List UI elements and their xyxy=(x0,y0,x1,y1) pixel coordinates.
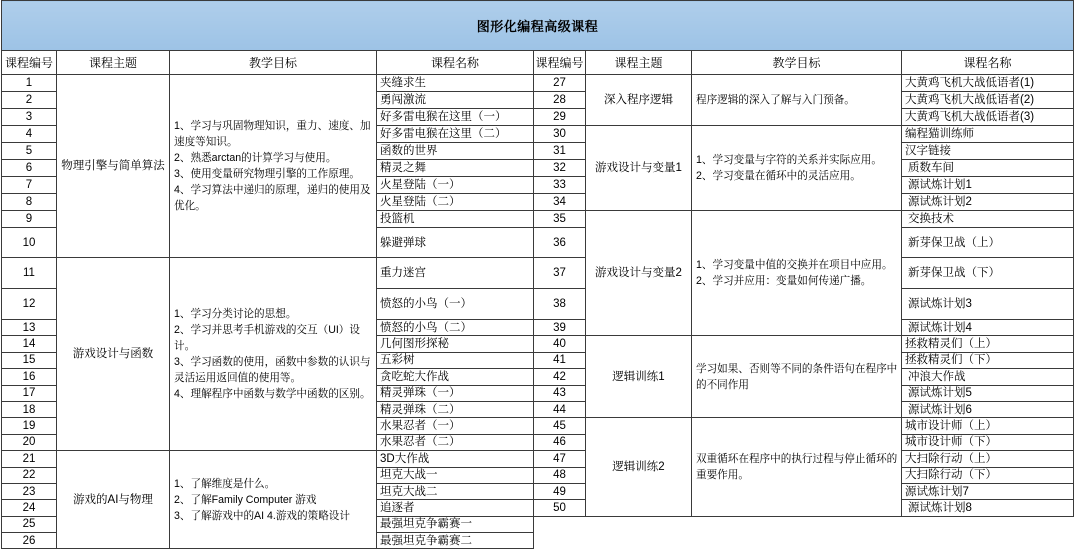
course-number-cell: 6 xyxy=(2,160,57,177)
course-name-cell: 最强坦克争霸赛二 xyxy=(377,533,534,549)
course-topic-cell: 逻辑训练2 xyxy=(586,418,692,516)
course-topic-cell: 物理引擎与简单算法 xyxy=(57,75,170,258)
header-left-course-topic: 课程主题 xyxy=(57,51,170,75)
course-number-cell: 17 xyxy=(2,385,57,401)
course-number-cell: 37 xyxy=(534,258,586,289)
header-left-course-name: 课程名称 xyxy=(377,51,534,75)
course-name-cell: 新芽保卫战（上） xyxy=(902,228,1074,258)
course-name-cell: 水果忍者（二） xyxy=(377,434,534,450)
course-number-cell: 21 xyxy=(2,451,57,467)
teaching-goal-item: 双重循环在程序中的执行过程与停止循环的重要作用。 xyxy=(696,453,898,482)
course-number-cell: 22 xyxy=(2,467,57,483)
course-name-cell: 几何图形探秘 xyxy=(377,336,534,352)
course-name-cell: 大黄鸡飞机大战低语者(1) xyxy=(902,75,1074,92)
teaching-goal-cell xyxy=(170,451,377,549)
course-number-cell: 30 xyxy=(534,126,586,143)
teaching-goal-item: 4、理解程序中函数与数学中函数的区别。 xyxy=(174,388,371,401)
course-name-cell: 函数的世界 xyxy=(377,143,534,160)
teaching-goal-item: 1、学习分类讨论的思想。 xyxy=(174,308,297,321)
teaching-goal-item: 2、学习变量在循环中的灵活应用。 xyxy=(696,170,861,182)
course-number-cell: 50 xyxy=(534,500,586,516)
header-right-course-topic: 课程主题 xyxy=(586,51,692,75)
course-name-cell: 源试炼计划2 xyxy=(902,194,1074,211)
teaching-goal-item: 2、学习并思考手机游戏的交互（UI）设计。 xyxy=(174,324,360,353)
course-name-cell: 愤怒的小鸟（二） xyxy=(377,320,534,336)
course-name-cell: 贪吃蛇大作战 xyxy=(377,369,534,385)
course-number-cell: 41 xyxy=(534,352,586,368)
header-right-teaching-goal: 教学目标 xyxy=(692,51,902,75)
teaching-goal-item: 3、了解游戏中的AI 4.游戏的策略设计 xyxy=(174,509,350,522)
course-name-cell: 最强坦克争霸赛一 xyxy=(377,516,534,532)
course-number-cell: 1 xyxy=(2,75,57,92)
course-topic-cell: 游戏的AI与物理 xyxy=(57,451,170,549)
course-name-cell: 精灵弹珠（一） xyxy=(377,385,534,401)
title-row xyxy=(2,1,1074,51)
page-title: 图形化编程高级课程 xyxy=(476,19,599,34)
course-number-cell: 34 xyxy=(534,194,586,211)
teaching-goal-item: 2、学习并应用：变量如何传递广播。 xyxy=(696,275,872,288)
course-name-cell: 投篮机 xyxy=(377,211,534,228)
course-number-cell: 15 xyxy=(2,352,57,368)
course-topic-cell: 逻辑训练1 xyxy=(586,336,692,418)
course-name-cell: 精灵之舞 xyxy=(377,160,534,177)
course-topic-cell: 深入程序逻辑 xyxy=(586,75,692,126)
course-number-cell: 8 xyxy=(2,194,57,211)
course-name-cell: 精灵弹珠（二） xyxy=(377,401,534,417)
course-number-cell: 2 xyxy=(2,92,57,109)
course-topic-cell: 游戏设计与函数 xyxy=(57,258,170,451)
course-number-cell: 27 xyxy=(534,75,586,92)
course-number-cell: 40 xyxy=(534,336,586,352)
course-name-cell: 大黄鸡飞机大战低语者(2) xyxy=(902,92,1074,109)
course-number-cell: 4 xyxy=(2,126,57,143)
course-name-cell: 追逐者 xyxy=(377,500,534,516)
teaching-goal-cell xyxy=(692,126,902,211)
course-number-cell: 36 xyxy=(534,228,586,258)
teaching-goal-cell xyxy=(692,336,902,418)
teaching-goal-item: 3、使用变量研究物理引擎的工作原理。 xyxy=(174,168,360,180)
teaching-goal-item: 3、学习函数的使用，函数中参数的认识与灵活运用返回值的使用等。 xyxy=(174,356,371,385)
course-name-cell: 大扫除行动（下） xyxy=(902,467,1074,483)
course-name-cell: 3D大作战 xyxy=(377,451,534,467)
teaching-goal-item: 1、学习变量中值的交换并在项目中应用。 xyxy=(696,259,893,272)
course-name-cell: 水果忍者（一） xyxy=(377,418,534,434)
title-bar xyxy=(2,1,1074,51)
course-number-cell: 24 xyxy=(2,500,57,516)
course-number-cell: 45 xyxy=(534,418,586,434)
course-number-cell: 42 xyxy=(534,369,586,385)
course-number-cell: 49 xyxy=(534,483,586,499)
course-number-cell: 18 xyxy=(2,401,57,417)
course-name-cell: 躲避弹球 xyxy=(377,228,534,258)
course-name-cell: 源试炼计划3 xyxy=(902,289,1074,320)
header-left-course-no: 课程编号 xyxy=(2,51,57,75)
teaching-goal-cell xyxy=(170,258,377,451)
empty-area xyxy=(534,516,1074,549)
course-name-cell: 愤怒的小鸟（一） xyxy=(377,289,534,320)
course-number-cell: 23 xyxy=(2,483,57,499)
header-right-course-no: 课程编号 xyxy=(534,51,586,75)
course-name-cell: 交换技术 xyxy=(902,211,1074,228)
course-number-cell: 47 xyxy=(534,451,586,467)
course-number-cell: 33 xyxy=(534,177,586,194)
header-row xyxy=(2,51,1074,75)
course-table xyxy=(1,0,1074,549)
header-right-course-name: 课程名称 xyxy=(902,51,1074,75)
teaching-goal-item: 4、学习算法中递归的原理，递归的使用及优化。 xyxy=(174,184,371,212)
course-name-cell: 火星登陆（一） xyxy=(377,177,534,194)
course-number-cell: 46 xyxy=(534,434,586,450)
course-name-cell: 好多雷电猴在这里（一） xyxy=(377,109,534,126)
course-number-cell: 35 xyxy=(534,211,586,228)
course-number-cell: 43 xyxy=(534,385,586,401)
course-name-cell: 大黄鸡飞机大战低语者(3) xyxy=(902,109,1074,126)
course-name-cell: 夹缝求生 xyxy=(377,75,534,92)
course-number-cell: 29 xyxy=(534,109,586,126)
course-number-cell: 38 xyxy=(534,289,586,320)
teaching-goal-item: 程序逻辑的深入了解与入门预备。 xyxy=(696,94,855,106)
course-name-cell: 汉字链接 xyxy=(902,143,1074,160)
course-name-cell: 五彩树 xyxy=(377,352,534,368)
course-name-cell: 火星登陆（二） xyxy=(377,194,534,211)
course-name-cell: 城市设计师（上） xyxy=(902,418,1074,434)
course-name-cell: 源试炼计划6 xyxy=(902,401,1074,417)
course-name-cell: 编程猫训练师 xyxy=(902,126,1074,143)
course-name-cell: 新芽保卫战（下） xyxy=(902,258,1074,289)
course-number-cell: 5 xyxy=(2,143,57,160)
course-number-cell: 14 xyxy=(2,336,57,352)
course-number-cell: 44 xyxy=(534,401,586,417)
teaching-goal-item: 2、熟悉arctan的计算学习与使用。 xyxy=(174,152,337,164)
course-name-cell: 好多雷电猴在这里（二） xyxy=(377,126,534,143)
course-number-cell: 12 xyxy=(2,289,57,320)
course-number-cell: 16 xyxy=(2,369,57,385)
course-number-cell: 10 xyxy=(2,228,57,258)
course-name-cell: 城市设计师（下） xyxy=(902,434,1074,450)
course-number-cell: 9 xyxy=(2,211,57,228)
course-name-cell: 源试炼计划1 xyxy=(902,177,1074,194)
course-name-cell: 冲浪大作战 xyxy=(902,369,1074,385)
course-name-cell: 拯救精灵们（下） xyxy=(902,352,1074,368)
teaching-goal-item: 学习如果、否则等不同的条件语句在程序中的不同作用 xyxy=(696,362,898,391)
course-name-cell: 源试炼计划8 xyxy=(902,500,1074,516)
teaching-goal-cell xyxy=(692,418,902,516)
course-number-cell: 39 xyxy=(534,320,586,336)
teaching-goal-item: 1、学习与巩固物理知识，重力、速度、加速度等知识。 xyxy=(174,120,371,148)
course-name-cell: 坦克大战二 xyxy=(377,483,534,499)
course-name-cell: 重力迷宫 xyxy=(377,258,534,289)
course-number-cell: 7 xyxy=(2,177,57,194)
teaching-goal-cell xyxy=(170,75,377,258)
teaching-goal-item: 2、了解Family Computer 游戏 xyxy=(174,493,317,506)
teaching-goal-cell xyxy=(692,75,902,126)
course-name-cell: 拯救精灵们（上） xyxy=(902,336,1074,352)
teaching-goal-item: 1、学习变量与字符的关系并实际应用。 xyxy=(696,154,882,166)
course-number-cell: 20 xyxy=(2,434,57,450)
course-number-cell: 3 xyxy=(2,109,57,126)
course-number-cell: 25 xyxy=(2,516,57,532)
table-row xyxy=(2,75,1074,92)
header-left-teaching-goal: 教学目标 xyxy=(170,51,377,75)
course-number-cell: 26 xyxy=(2,533,57,549)
course-name-cell: 源试炼计划5 xyxy=(902,385,1074,401)
course-name-cell: 质数车间 xyxy=(902,160,1074,177)
course-number-cell: 48 xyxy=(534,467,586,483)
course-number-cell: 11 xyxy=(2,258,57,289)
course-topic-cell: 游戏设计与变量2 xyxy=(586,211,692,336)
course-name-cell: 源试炼计划4 xyxy=(902,320,1074,336)
course-name-cell: 坦克大战一 xyxy=(377,467,534,483)
table-row xyxy=(2,451,1074,467)
course-name-cell: 源试炼计划7 xyxy=(902,483,1074,499)
course-name-cell: 勇闯激流 xyxy=(377,92,534,109)
teaching-goal-item: 1、了解维度是什么。 xyxy=(174,477,276,490)
teaching-goal-cell xyxy=(692,211,902,336)
course-topic-cell: 游戏设计与变量1 xyxy=(586,126,692,211)
course-name-cell: 大扫除行动（上） xyxy=(902,451,1074,467)
table-row xyxy=(2,258,1074,289)
course-number-cell: 28 xyxy=(534,92,586,109)
course-number-cell: 32 xyxy=(534,160,586,177)
course-number-cell: 13 xyxy=(2,320,57,336)
course-number-cell: 19 xyxy=(2,418,57,434)
course-number-cell: 31 xyxy=(534,143,586,160)
